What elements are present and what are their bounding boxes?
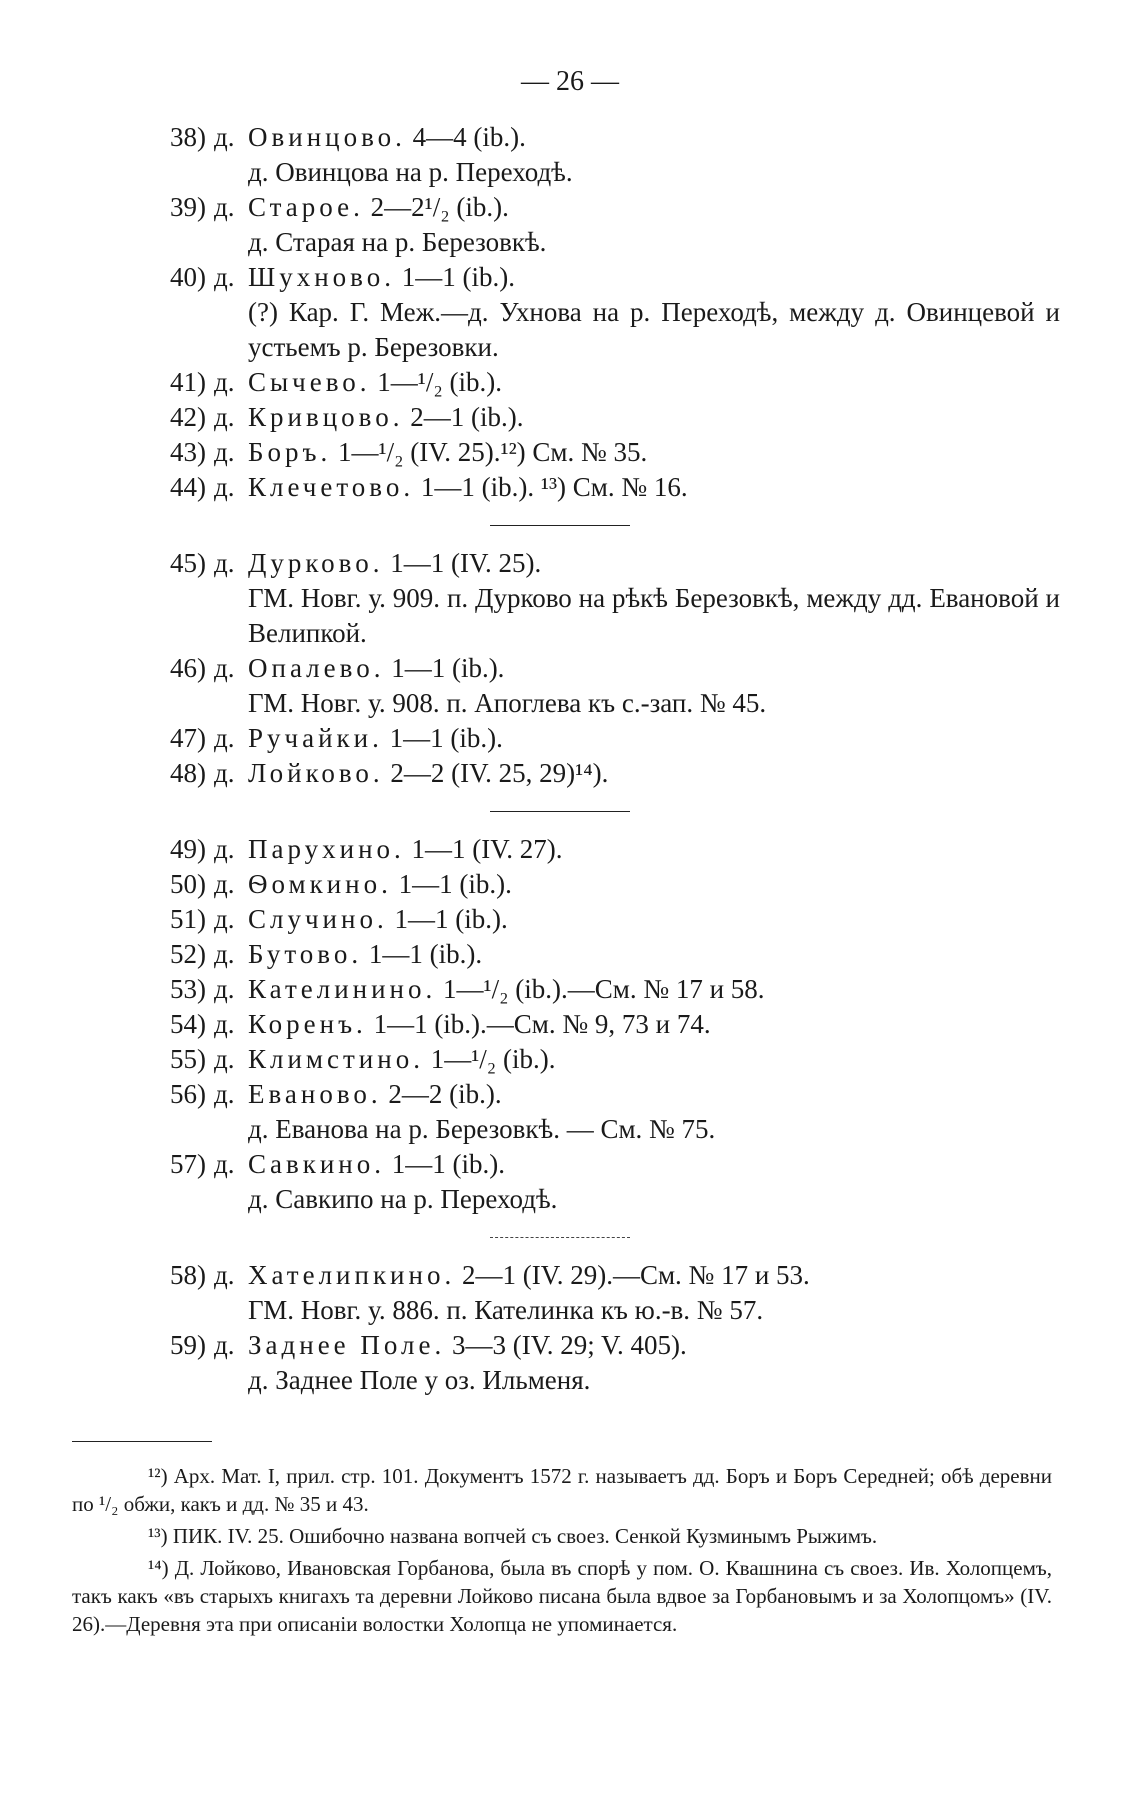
entry-number: 59) bbox=[170, 1330, 206, 1360]
group-separator bbox=[490, 1237, 630, 1238]
entry-line bbox=[140, 937, 1060, 972]
village-name: Заднее Поле. bbox=[248, 1330, 446, 1360]
entry bbox=[140, 867, 1060, 902]
entry-note: д. Овинцова на р. Переходѣ. bbox=[248, 157, 573, 187]
entry-type: д. bbox=[214, 904, 235, 934]
entry-number: 47) bbox=[170, 723, 206, 753]
entry-type: д. bbox=[214, 1044, 235, 1074]
entry bbox=[140, 365, 1060, 400]
entry-line bbox=[140, 1077, 1060, 1112]
entry-details: 1—¹/₂ (IV. 25).¹²) См. № 35. bbox=[337, 437, 648, 467]
entry-details: 1—1 (ib.). bbox=[391, 1149, 505, 1179]
footnote: ¹⁴) Д. Лойково, Ивановская Горбанова, была въ спорѣ у пом. О. Квашнина съ своез. Ив. Холопцемъ, такъ какъ «въ старыхъ книгахъ та деревни Лойково писана была вдвое за Горбановымъ и за Холопцомъ» (IV. 26).—Деревня эта при описаніи волостки Холопца не упоминается. bbox=[72, 1556, 1052, 1636]
entry-details: 1—1 (IV. 27). bbox=[411, 834, 563, 864]
entry-number: 50) bbox=[170, 869, 206, 899]
entry-note: д. Еванова на р. Березовкѣ. — См. № 75. bbox=[248, 1114, 716, 1144]
entry-number: 56) bbox=[170, 1079, 206, 1109]
entry-line bbox=[140, 902, 1060, 937]
entry-number: 41) bbox=[170, 367, 206, 397]
village-name: Боръ. bbox=[248, 437, 332, 467]
entry bbox=[140, 756, 1060, 791]
entry-number: 43) bbox=[170, 437, 206, 467]
entry-number: 55) bbox=[170, 1044, 206, 1074]
village-name: Хателипкино. bbox=[248, 1260, 456, 1290]
entry-details: 1—1 (ib.). bbox=[401, 262, 515, 292]
entry-line bbox=[140, 832, 1060, 867]
entry-number: 53) bbox=[170, 974, 206, 1004]
entry bbox=[140, 260, 1060, 365]
entry-details: 1—¹/₂ (ib.).—См. № 17 и 58. bbox=[443, 974, 765, 1004]
entry-line bbox=[140, 867, 1060, 902]
footnote-rule bbox=[72, 1441, 212, 1442]
entry-line bbox=[140, 365, 1060, 400]
village-name: Опалево. bbox=[248, 653, 385, 683]
entry bbox=[140, 937, 1060, 972]
entry bbox=[140, 1258, 1060, 1328]
entry-number: 49) bbox=[170, 834, 206, 864]
entry bbox=[140, 1042, 1060, 1077]
entry-details: 2—2¹/₂ (ib.). bbox=[370, 192, 509, 222]
entry-details: 1—1 (ib.). bbox=[391, 653, 505, 683]
village-name: Кривцово. bbox=[248, 402, 404, 432]
entry-details: 1—1 (ib.). bbox=[368, 939, 483, 969]
entry-line bbox=[140, 721, 1060, 756]
entry-details: 2—2 (IV. 25, 29)¹⁴). bbox=[390, 758, 609, 788]
entry bbox=[140, 400, 1060, 435]
entry-number: 57) bbox=[170, 1149, 206, 1179]
village-name: Сычево. bbox=[248, 367, 371, 397]
entry bbox=[140, 435, 1060, 470]
entry-line bbox=[140, 120, 1060, 155]
entry-number: 40) bbox=[170, 262, 206, 292]
entry-details: 1—1 (ib.). bbox=[394, 904, 508, 934]
entry-note: ГМ. Новг. у. 908. п. Апоглева къ с.-зап. № 45. bbox=[248, 688, 767, 718]
entry bbox=[140, 470, 1060, 505]
entry bbox=[140, 1147, 1060, 1217]
entry-details: 1—¹/₂ (ib.). bbox=[430, 1044, 556, 1074]
village-name: Еваново. bbox=[248, 1079, 382, 1109]
entry-number: 58) bbox=[170, 1260, 206, 1290]
entry-details: 1—1 (ib.). bbox=[389, 723, 503, 753]
entry-number: 52) bbox=[170, 939, 206, 969]
entry bbox=[140, 721, 1060, 756]
entry-details: 4—4 (ib.). bbox=[412, 122, 526, 152]
entry-type: д. bbox=[214, 1009, 235, 1039]
entry-type: д. bbox=[214, 1260, 235, 1290]
village-name: Кателинино. bbox=[248, 974, 437, 1004]
entry-number: 46) bbox=[170, 653, 206, 683]
village-name: Ѳомкино. bbox=[248, 869, 392, 899]
entry bbox=[140, 1077, 1060, 1147]
village-name: Климстино. bbox=[248, 1044, 424, 1074]
village-name: Дурково. bbox=[248, 548, 384, 578]
entry-type: д. bbox=[214, 834, 235, 864]
village-name: Ручайки. bbox=[248, 723, 383, 753]
entry-number: 51) bbox=[170, 904, 206, 934]
entry-line bbox=[140, 1042, 1060, 1077]
entry-line bbox=[140, 190, 1060, 225]
entries-list bbox=[140, 120, 1060, 1398]
entry-type: д. bbox=[214, 939, 235, 969]
entry-note: д. Старая на р. Березовкѣ. bbox=[248, 227, 547, 257]
entry-details: 1—1 (ib.).—См. № 9, 73 и 74. bbox=[373, 1009, 711, 1039]
entry-type: д. bbox=[214, 367, 235, 397]
village-name: Лойково. bbox=[248, 758, 384, 788]
entry-line bbox=[140, 756, 1060, 791]
entry-note: ГМ. Новг. у. 886. п. Кателинка къ ю.-в. № 57. bbox=[248, 1295, 764, 1325]
entry-note: (?) Кар. Г. Меж.—д. Ухнова на р. Переходѣ, между д. Овинцевой и устьемъ р. Березовки. bbox=[248, 297, 1060, 362]
village-name: Коренъ. bbox=[248, 1009, 367, 1039]
entry-details: 1—¹/₂ (ib.). bbox=[377, 367, 503, 397]
entry-number: 39) bbox=[170, 192, 206, 222]
entry-type: д. bbox=[214, 548, 235, 578]
entry-type: д. bbox=[214, 974, 235, 1004]
village-name: Клечетово. bbox=[248, 472, 415, 502]
entry-details: 2—1 (ib.). bbox=[410, 402, 524, 432]
entry-line bbox=[140, 972, 1060, 1007]
entry-line bbox=[140, 546, 1060, 581]
page-number: — 26 — bbox=[521, 66, 619, 97]
entry-number: 48) bbox=[170, 758, 206, 788]
entry-type: д. bbox=[214, 1079, 235, 1109]
entry-line bbox=[140, 260, 1060, 295]
entry-type: д. bbox=[214, 192, 235, 222]
entry-details: 1—1 (ib.). bbox=[398, 869, 512, 899]
entry-number: 38) bbox=[170, 122, 206, 152]
entry-note: д. Савкипо на р. Переходѣ. bbox=[248, 1184, 558, 1214]
entry-number: 54) bbox=[170, 1009, 206, 1039]
entry-type: д. bbox=[214, 758, 235, 788]
village-name: Овинцово. bbox=[248, 122, 406, 152]
entry-type: д. bbox=[214, 1330, 235, 1360]
village-name: Старое. bbox=[248, 192, 364, 222]
village-name: Шухново. bbox=[248, 262, 396, 292]
entry-note: д. Заднее Поле у оз. Ильменя. bbox=[248, 1365, 591, 1395]
entry-line bbox=[140, 435, 1060, 470]
entry bbox=[140, 902, 1060, 937]
entry bbox=[140, 651, 1060, 721]
entry bbox=[140, 120, 1060, 190]
entry bbox=[140, 972, 1060, 1007]
footnote: ¹²) Арх. Мат. I, прил. стр. 101. Документъ 1572 г. называетъ дд. Боръ и Боръ Середней; обѣ деревни по ¹/₂ обжи, какъ и дд. № 35 и 43. bbox=[72, 1464, 1052, 1516]
entry-details: 2—2 (ib.). bbox=[388, 1079, 502, 1109]
footnotes bbox=[72, 1462, 1052, 1642]
village-name: Савкино. bbox=[248, 1149, 386, 1179]
entry bbox=[140, 190, 1060, 260]
entry bbox=[140, 1007, 1060, 1042]
entry bbox=[140, 832, 1060, 867]
village-name: Бутово. bbox=[248, 939, 363, 969]
entry-type: д. bbox=[214, 402, 235, 432]
entry-type: д. bbox=[214, 262, 235, 292]
entry-type: д. bbox=[214, 723, 235, 753]
entry-type: д. bbox=[214, 472, 235, 502]
entry-note: ГМ. Новг. у. 909. п. Дурково на рѣкѣ Березовкѣ, между дд. Евановой и Велипкой. bbox=[248, 583, 1060, 648]
entry-type: д. bbox=[214, 437, 235, 467]
entry-line bbox=[140, 1007, 1060, 1042]
entry-line bbox=[140, 470, 1060, 505]
entry-details: 1—1 (ib.). ¹³) См. № 16. bbox=[420, 472, 688, 502]
village-name: Парухино. bbox=[248, 834, 405, 864]
entry-number: 45) bbox=[170, 548, 206, 578]
entry-line bbox=[140, 651, 1060, 686]
entry-details: 2—1 (IV. 29).—См. № 17 и 53. bbox=[461, 1260, 810, 1290]
entry-details: 3—3 (IV. 29; V. 405). bbox=[452, 1330, 687, 1360]
group-separator bbox=[490, 811, 630, 812]
entry bbox=[140, 546, 1060, 651]
entry bbox=[140, 1328, 1060, 1398]
entry-type: д. bbox=[214, 1149, 235, 1179]
entry-line bbox=[140, 1147, 1060, 1182]
entry-details: 1—1 (IV. 25). bbox=[390, 548, 542, 578]
entry-line bbox=[140, 400, 1060, 435]
group-separator bbox=[490, 525, 630, 526]
entry-line bbox=[140, 1258, 1060, 1293]
entry-type: д. bbox=[214, 653, 235, 683]
entry-type: д. bbox=[214, 122, 235, 152]
village-name: Случино. bbox=[248, 904, 388, 934]
entry-line bbox=[140, 1328, 1060, 1363]
entry-number: 42) bbox=[170, 402, 206, 432]
footnote: ¹³) ПИК. IV. 25. Ошибочно названа вопчей съ своез. Сенкой Кузминымъ Рыжимъ. bbox=[148, 1524, 878, 1548]
entry-number: 44) bbox=[170, 472, 206, 502]
entry-type: д. bbox=[214, 869, 235, 899]
